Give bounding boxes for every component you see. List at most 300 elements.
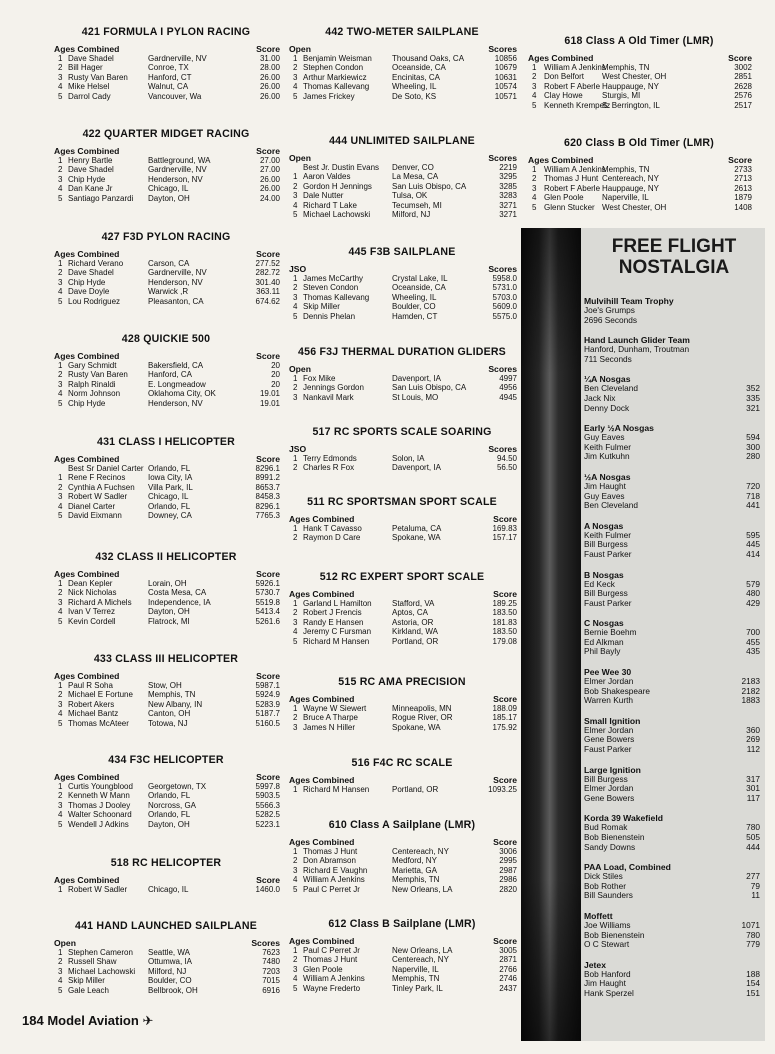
- sidebar-score: 594: [746, 432, 760, 443]
- hometown: Henderson, NV: [148, 398, 203, 408]
- sidebar-score: 579: [746, 578, 760, 589]
- sidebar-competitor: Bill Burgess: [584, 539, 628, 550]
- score: 5566.3: [255, 800, 280, 810]
- hometown: Spokane, WA: [392, 533, 441, 543]
- result-row: [287, 163, 517, 172]
- hometown: Memphis, TN: [392, 974, 440, 984]
- placing: 5: [532, 100, 537, 110]
- placing: 1: [58, 948, 63, 957]
- sidebar-competitor: Ed Alkman: [584, 636, 624, 647]
- competitor-name: Gale Leach: [68, 985, 109, 995]
- score: 5987.1: [255, 681, 280, 690]
- hometown: Hauppauge, NY: [602, 81, 659, 91]
- score: 7015: [262, 976, 280, 986]
- competitor-name: Michael Lachowski: [303, 209, 371, 219]
- sidebar-event: [584, 960, 760, 999]
- placing: 3: [58, 492, 63, 502]
- result-row: [287, 274, 517, 283]
- sidebar-event: [584, 716, 760, 755]
- placing: 5: [58, 193, 63, 203]
- result-row: [287, 524, 517, 533]
- score: 2851: [734, 72, 752, 82]
- column-header: [287, 444, 517, 454]
- competitor-name: Hank T Cavasso: [303, 524, 362, 533]
- score-header: Score: [256, 249, 280, 259]
- sidebar-score: 301: [746, 783, 760, 794]
- result-row: [52, 976, 280, 985]
- competitor-name: Terry Edmonds: [303, 454, 357, 463]
- hometown: Davenport, IA: [392, 374, 441, 383]
- sidebar-score: 455: [746, 636, 760, 647]
- placing: 3: [58, 174, 63, 184]
- score-header: Score: [493, 936, 517, 946]
- sidebar-result-line: [584, 501, 760, 511]
- competitor-name: Arthur Markiewicz: [303, 72, 367, 82]
- result-row: [526, 82, 752, 91]
- competitor-name: Wayne Frederto: [303, 983, 361, 993]
- sidebar-score: 780: [746, 929, 760, 940]
- score: 4997: [499, 374, 517, 383]
- sidebar-event: [584, 374, 760, 413]
- age-class-label: Ages Combined: [54, 454, 120, 464]
- age-class-label: Open: [289, 44, 311, 54]
- placing: 1: [293, 374, 298, 383]
- placing: 1: [532, 63, 537, 72]
- score: 3002: [734, 63, 752, 72]
- hometown: New Orleans, LA: [392, 946, 453, 955]
- sidebar-event-title: Hand Launch Glider Team: [584, 335, 690, 346]
- hometown: Spokane, WA: [392, 722, 441, 732]
- score: 181.83: [492, 617, 517, 627]
- competitor-name: Bruce A Tharpe: [303, 713, 358, 723]
- score: 674.62: [255, 296, 280, 306]
- placing: 4: [58, 184, 63, 194]
- event-title: 456 F3J THERMAL DURATION GLIDERS: [298, 346, 506, 358]
- placing: 3: [293, 392, 298, 402]
- score: 8991.2: [255, 473, 280, 483]
- score: 5997.8: [255, 782, 280, 791]
- sidebar-score: 277: [746, 871, 760, 882]
- hometown: Boulder, CO: [148, 976, 192, 986]
- competitor-name: Thomas J Hunt: [303, 955, 358, 965]
- score: 7765.3: [255, 510, 280, 520]
- result-row: [526, 203, 752, 212]
- placing: 1: [293, 847, 298, 856]
- event-title: 511 RC SPORTSMAN SPORT SCALE: [307, 496, 497, 508]
- result-row: [52, 810, 280, 819]
- result-row: [52, 63, 280, 72]
- score: 2995: [499, 856, 517, 866]
- result-row: [287, 374, 517, 383]
- placing: 2: [58, 957, 63, 967]
- sidebar-score: 700: [746, 627, 760, 638]
- publication-name: Model Aviation: [47, 1013, 139, 1028]
- event-section: [287, 819, 517, 894]
- competitor-name: Nankavil Mark: [303, 392, 354, 402]
- event-title: 516 F4C RC SCALE: [351, 757, 453, 769]
- event-section: [287, 571, 517, 646]
- result-row: [287, 182, 517, 191]
- hometown: Thousand Oaks, CA: [392, 54, 465, 63]
- hometown: West Chester, OH: [602, 72, 667, 82]
- placing: 1: [532, 165, 537, 174]
- sidebar-competitor: Gene Bowers: [584, 734, 635, 745]
- age-class-label: Ages Combined: [54, 249, 120, 259]
- score: 4956: [499, 383, 517, 393]
- placing: 1: [293, 274, 298, 283]
- result-row: [287, 82, 517, 91]
- score: 2713: [734, 174, 752, 184]
- score: 2219: [499, 163, 517, 172]
- result-row: [52, 948, 280, 957]
- placing: 3: [58, 966, 63, 976]
- score-header: Score: [256, 146, 280, 156]
- competitor-name: Richard T Lake: [303, 200, 357, 210]
- age-class-label: Ages Combined: [54, 351, 120, 361]
- sidebar-event-title: Moffett: [584, 910, 613, 921]
- placing: 4: [58, 810, 63, 820]
- placing: 1: [293, 785, 298, 794]
- result-row: [52, 957, 280, 966]
- hometown: Milford, NJ: [148, 966, 187, 976]
- event-section: [287, 246, 517, 321]
- result-row: [52, 782, 280, 791]
- result-row: [52, 598, 280, 607]
- placing: 3: [58, 72, 63, 82]
- hometown: Crystal Lake, IL: [392, 274, 448, 283]
- score: 20: [271, 379, 280, 389]
- result-row: [287, 63, 517, 72]
- competitor-name: Ralph Rinaldi: [68, 379, 116, 389]
- event-title: 612 Class B Sailplane (LMR): [328, 918, 476, 930]
- result-row: [52, 511, 280, 520]
- score: 185.17: [492, 713, 517, 723]
- score: 2576: [734, 91, 752, 101]
- score: 189.25: [492, 599, 517, 608]
- result-row: [52, 278, 280, 287]
- hometown: Encinitas, CA: [392, 72, 441, 82]
- sidebar-event-title: A Nosgas: [584, 520, 624, 531]
- event-section: [52, 333, 280, 408]
- competitor-name: Kevin Cordell: [68, 616, 116, 626]
- result-row: [287, 172, 517, 181]
- sidebar-score: 317: [746, 773, 760, 784]
- result-row: [52, 502, 280, 511]
- score: 20: [271, 361, 280, 370]
- placing: 3: [58, 597, 63, 607]
- score: 3283: [499, 191, 517, 201]
- hometown: Astoria, OR: [392, 617, 434, 627]
- result-row: [287, 293, 517, 302]
- result-row: [52, 297, 280, 306]
- hometown: San Luis Obispo, CA: [392, 181, 467, 191]
- placing: 5: [293, 311, 298, 321]
- sidebar-event-title: Jetex: [584, 959, 606, 970]
- competitor-name: Rusty Van Baren: [68, 370, 128, 380]
- competitor-name: Glenn Stucker: [544, 202, 595, 212]
- sidebar-score: 441: [746, 500, 760, 511]
- result-row: [52, 492, 280, 501]
- score-header: Score: [493, 775, 517, 785]
- score: 2613: [734, 183, 752, 193]
- score: 188.09: [492, 704, 517, 713]
- competitor-name: Paul R Soha: [68, 681, 113, 690]
- sidebar-result-line: [584, 696, 760, 706]
- result-row: [526, 165, 752, 174]
- age-class-label: Open: [54, 938, 76, 948]
- sidebar-score: 435: [746, 646, 760, 657]
- result-row: [287, 965, 517, 974]
- competitor-name: Richard Verano: [68, 259, 124, 268]
- result-row: [52, 709, 280, 718]
- hometown: Naperville, IL: [602, 193, 649, 203]
- sidebar-event-title: B Nosgas: [584, 569, 624, 580]
- score: 10679: [494, 63, 517, 73]
- placing: 3: [293, 292, 298, 302]
- result-row: [287, 847, 517, 856]
- competitor-name: Gary Schmidt: [68, 361, 117, 370]
- competitor-name: James N Hiller: [303, 722, 356, 732]
- placing: 2: [58, 63, 63, 73]
- sidebar-competitor: Jim Haught: [584, 978, 626, 989]
- hometown: Centereach, NY: [392, 847, 449, 856]
- sidebar-competitor: 2696 Seconds: [584, 314, 638, 325]
- sidebar-score: 321: [746, 402, 760, 413]
- result-row: [287, 704, 517, 713]
- hometown: Dayton, OH: [148, 607, 190, 617]
- sidebar-event: [584, 911, 760, 950]
- placing: 2: [293, 181, 298, 191]
- competitor-name: Nick Nicholas: [68, 588, 117, 598]
- competitor-name: Russell Shaw: [68, 957, 117, 967]
- event-section: [287, 135, 517, 219]
- sidebar-score: 1071: [741, 919, 760, 930]
- sidebar-event-title: Korda 39 Wakefield: [584, 813, 663, 824]
- competitor-name: Walter Schoonard: [68, 810, 132, 820]
- placing: 4: [58, 501, 63, 511]
- result-row: [52, 986, 280, 995]
- score: 1879: [734, 193, 752, 203]
- sidebar-result-line: [584, 647, 760, 657]
- result-row: [287, 785, 517, 794]
- sidebar-competitor: Dick Stiles: [584, 871, 623, 882]
- placing: 5: [58, 616, 63, 626]
- competitor-name: Richard A Michels: [68, 597, 132, 607]
- competitor-name: Robert F Aberle: [544, 81, 601, 91]
- free-flight-nostalgia-sidebar: [521, 228, 765, 1041]
- hometown: Chicago, IL: [148, 184, 189, 194]
- hometown: Totowa, NJ: [148, 718, 188, 728]
- result-row: [287, 599, 517, 608]
- hometown: Chicago, IL: [148, 492, 189, 502]
- result-row: [287, 974, 517, 983]
- placing: 1: [293, 54, 298, 63]
- result-row: [52, 92, 280, 101]
- score: 183.50: [492, 608, 517, 618]
- age-class-label: Open: [289, 364, 311, 374]
- competitor-name: Richard M Hansen: [303, 785, 370, 794]
- event-title: 610 Class A Sailplane (LMR): [328, 819, 476, 831]
- sidebar-competitor: Bob Bienenstein: [584, 832, 645, 842]
- age-class-label: Ages Combined: [54, 772, 120, 782]
- sidebar-competitor: Keith Fulmer: [584, 529, 632, 540]
- hometown: Rogue River, OR: [392, 713, 453, 723]
- event-section: [52, 26, 280, 101]
- result-row: [287, 608, 517, 617]
- placing: 3: [58, 379, 63, 389]
- placing: 5: [58, 718, 63, 728]
- placing: 2: [532, 174, 537, 184]
- score: 1093.25: [488, 785, 517, 794]
- hometown: Orlando, FL: [148, 810, 191, 820]
- result-row: [287, 383, 517, 392]
- hometown: Tecumseh, MI: [392, 200, 442, 210]
- age-class-label: Ages Combined: [289, 775, 355, 785]
- event-section: [52, 436, 280, 520]
- competitor-name: Wayne W Siewert: [303, 704, 367, 713]
- event-title: 432 CLASS II HELICOPTER: [95, 551, 237, 563]
- placing: 1: [58, 579, 63, 588]
- result-row: [287, 627, 517, 636]
- placing: 4: [58, 976, 63, 986]
- column-header: [287, 589, 517, 599]
- score: 2987: [499, 865, 517, 875]
- hometown: Tulsa, OK: [392, 191, 428, 201]
- competitor-name: Kenneth W Mann: [68, 791, 130, 801]
- score: 301.40: [255, 277, 280, 287]
- placing: 2: [58, 588, 63, 598]
- column-header: [52, 146, 280, 156]
- age-class-label: Ages Combined: [54, 875, 120, 885]
- sidebar-score: 151: [746, 987, 760, 998]
- sidebar-score: 112: [746, 744, 760, 755]
- sidebar-competitor: Jim Haught: [584, 480, 626, 491]
- result-row: [287, 73, 517, 82]
- sidebar-competitor: Elmer Jordan: [584, 676, 634, 687]
- competitor-name: Rusty Van Baren: [68, 72, 128, 82]
- score-header: Score: [256, 351, 280, 361]
- competitor-name: Thomas J Dooley: [68, 800, 131, 810]
- sidebar-event-title: Pee Wee 30: [584, 667, 632, 678]
- event-title: 515 RC AMA PRECISION: [338, 676, 466, 688]
- sidebar-event-title: C Nosgas: [584, 618, 624, 629]
- hometown: San Luis Obispo, CA: [392, 383, 467, 393]
- competitor-name: Bill Hager: [68, 63, 103, 73]
- result-row: [52, 690, 280, 699]
- score: 8296.1: [255, 464, 280, 473]
- hometown: Portland, OR: [392, 785, 439, 794]
- event-title: 512 RC EXPERT SPORT SCALE: [319, 571, 485, 583]
- result-row: [52, 380, 280, 389]
- hometown: Flatrock, MI: [148, 616, 190, 626]
- competitor-name: Lou Rodriguez: [68, 296, 121, 306]
- score: 3271: [499, 200, 517, 210]
- sidebar-score: 414: [746, 548, 760, 559]
- sidebar-competitor: Bob Shakespeare: [584, 685, 650, 696]
- competitor-name: James Frickey: [303, 91, 355, 101]
- sidebar-result-line: [584, 794, 760, 804]
- sidebar-score: 154: [746, 978, 760, 989]
- age-class-label: Ages Combined: [289, 936, 355, 946]
- placing: 4: [293, 302, 298, 312]
- competitor-name: Dan Kane Jr: [68, 184, 113, 194]
- hometown: Independence, IA: [148, 597, 211, 607]
- competitor-name: Dennis Phelan: [303, 311, 356, 321]
- competitor-name: William A Jenkins: [544, 63, 606, 72]
- placing: 3: [293, 72, 298, 82]
- competitor-name: Jennings Gordon: [303, 383, 364, 393]
- score: 5731.0: [492, 283, 517, 293]
- column-header: [287, 775, 517, 785]
- sidebar-score: 718: [746, 490, 760, 501]
- competitor-name: Steven Condon: [303, 283, 359, 293]
- hometown: Memphis, TN: [148, 690, 196, 700]
- score: 3271: [499, 209, 517, 219]
- hometown: La Mesa, CA: [392, 172, 439, 182]
- column-header: [287, 514, 517, 524]
- age-class-label: JSO: [289, 264, 307, 274]
- hometown: Solon, IA: [392, 454, 425, 463]
- sidebar-result-line: [584, 843, 760, 853]
- placing: 3: [532, 183, 537, 193]
- score: 5703.0: [492, 292, 517, 302]
- score: 26.00: [259, 91, 280, 101]
- result-row: [287, 210, 517, 219]
- score: 2437: [499, 983, 517, 993]
- hometown: Norcross, GA: [148, 800, 197, 810]
- event-title: 428 QUICKIE 500: [121, 333, 211, 345]
- competitor-name: Best Jr. Dustin Evans: [303, 163, 380, 172]
- competitor-name: Michael E Fortune: [68, 690, 133, 700]
- sidebar-competitor: Joe's Grumps: [584, 305, 635, 315]
- hometown: Villa Park, IL: [148, 482, 193, 492]
- hometown: Oceanside, CA: [392, 63, 446, 73]
- sidebar-result-line: [584, 355, 760, 365]
- score: 3295: [499, 172, 517, 182]
- age-class-label: JSO: [289, 444, 307, 454]
- sidebar-score: 444: [746, 841, 760, 852]
- sidebar-competitor: Joe Williams: [584, 919, 631, 930]
- event-section: [287, 757, 517, 794]
- score-header: Score: [493, 589, 517, 599]
- placing: 4: [58, 607, 63, 617]
- result-row: [287, 92, 517, 101]
- hometown: Carson, CA: [148, 259, 190, 268]
- placing: 5: [58, 985, 63, 995]
- competitor-name: Dale Nutter: [303, 191, 344, 201]
- placing: 2: [293, 608, 298, 618]
- sidebar-competitor: Bob Rother: [584, 880, 626, 891]
- column-header: [287, 44, 517, 54]
- column-header: [287, 153, 517, 163]
- result-row: [287, 54, 517, 63]
- age-class-label: Ages Combined: [54, 671, 120, 681]
- score: 10631: [494, 72, 517, 82]
- placing: 5: [58, 296, 63, 306]
- hometown: New Albany, IN: [148, 699, 203, 709]
- result-row: [52, 967, 280, 976]
- sidebar-competitor: Phil Bayly: [584, 646, 621, 657]
- sidebar-score: 269: [746, 734, 760, 745]
- sidebar-event: [584, 813, 760, 852]
- score: 5283.9: [255, 699, 280, 709]
- score: 2517: [734, 100, 752, 110]
- column-header: [287, 264, 517, 274]
- placing: 3: [293, 617, 298, 627]
- hometown: Conroe, TX: [148, 63, 189, 73]
- score-header: Scores: [488, 153, 517, 163]
- competitor-name: Dave Shadel: [68, 54, 114, 63]
